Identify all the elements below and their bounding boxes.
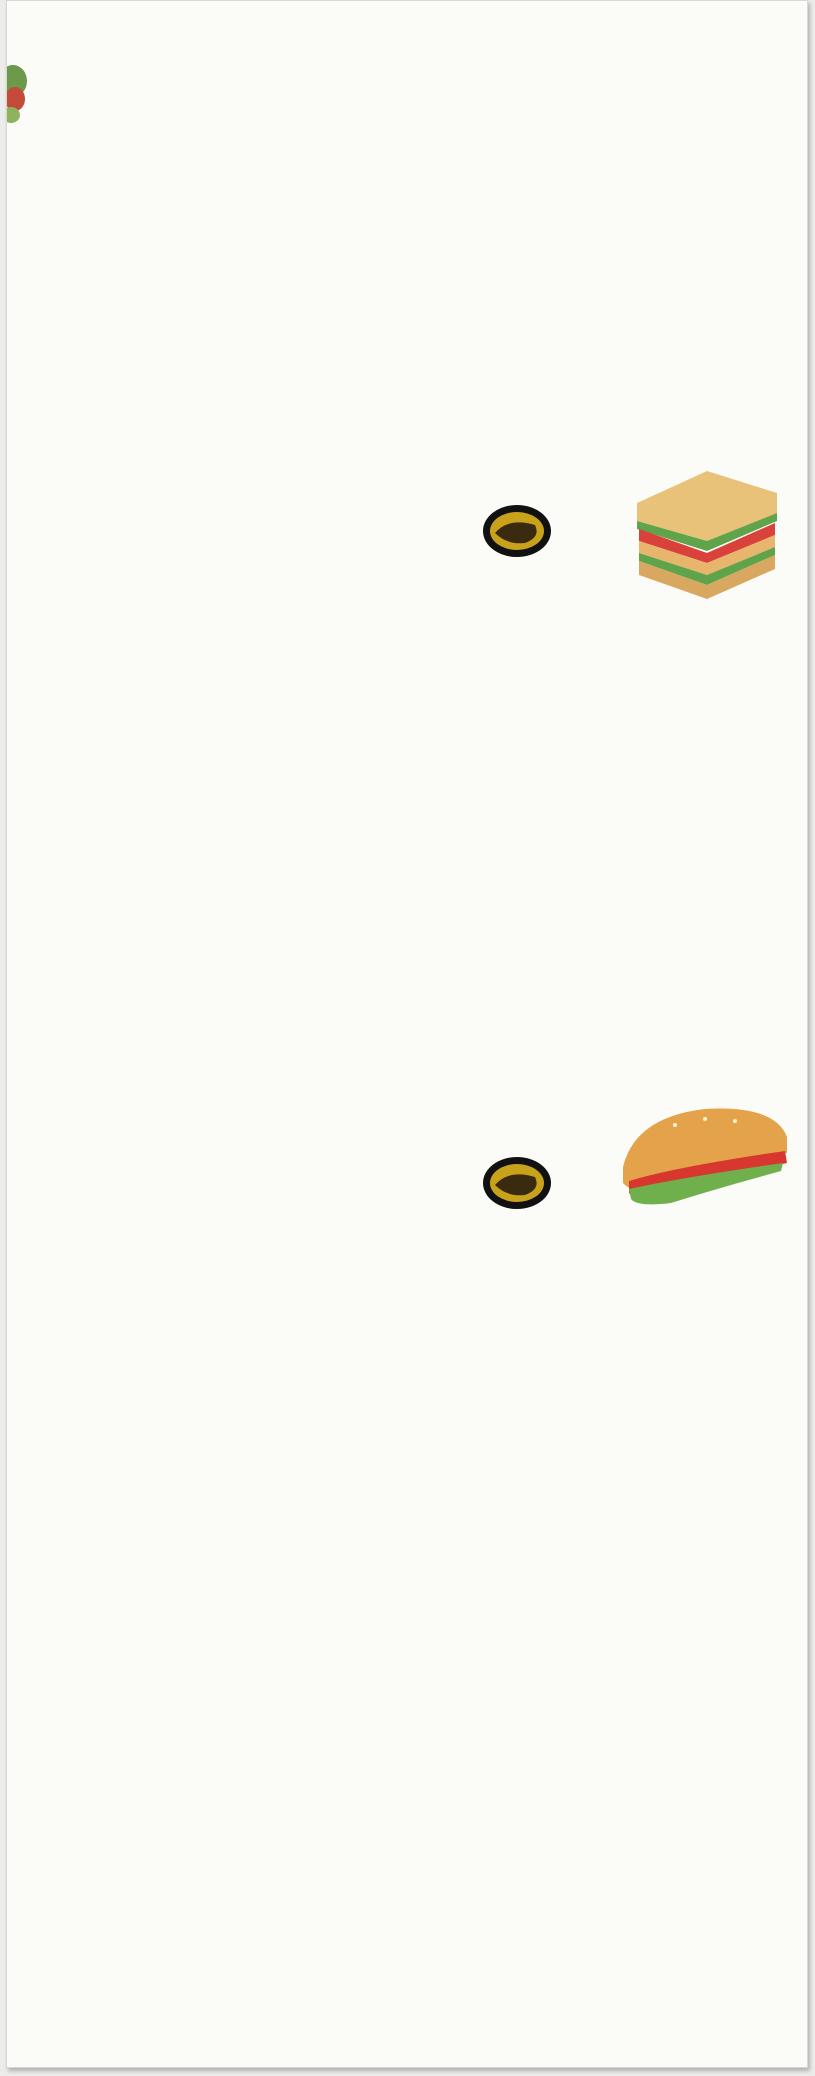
boars-head-logo-icon (451, 477, 581, 561)
boars-head-logo-icon-2 (451, 1129, 581, 1213)
garnish-decoration-icon (6, 59, 33, 129)
sub-sandwich-image-icon (615, 1097, 795, 1209)
menu-page (6, 0, 808, 2068)
sandwich-image-icon (627, 463, 787, 603)
